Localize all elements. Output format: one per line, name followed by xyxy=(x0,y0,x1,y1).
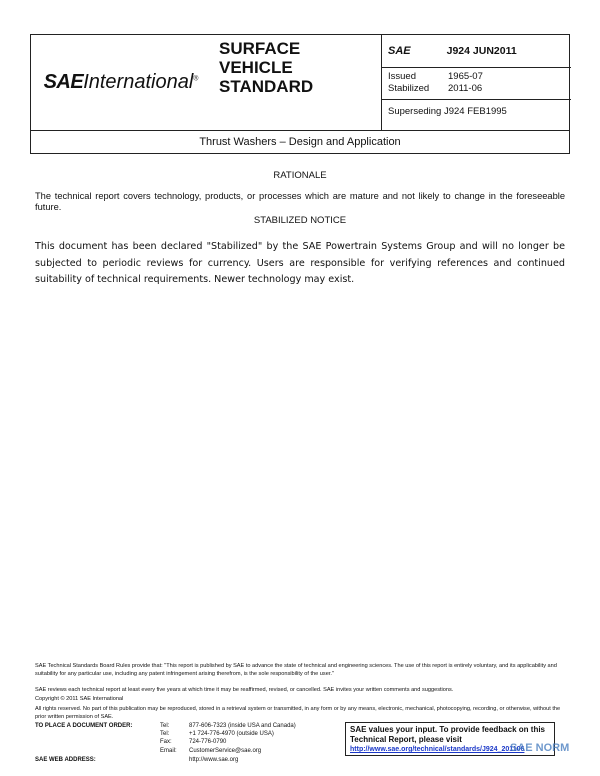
contact-key: Email: xyxy=(160,748,177,754)
copyright: Copyright © 2011 SAE International xyxy=(35,696,124,702)
web-label: SAE WEB ADDRESS: xyxy=(35,757,96,763)
document-info-box xyxy=(381,35,571,130)
stabilized-notice-heading: STABILIZED NOTICE xyxy=(253,215,347,226)
order-label: TO PLACE A DOCUMENT ORDER: xyxy=(35,723,133,729)
document-number: J924 JUN2011 xyxy=(446,45,517,57)
standard-type-title xyxy=(219,39,313,96)
stabilized-label: Stabilized xyxy=(388,83,430,94)
superseding-info: Superseding J924 FEB1995 xyxy=(388,106,507,117)
contact-value: 877-606-7323 (inside USA and Canada) xyxy=(189,723,296,729)
feedback-text: SAE values your input. To provide feedback on this Technical Report, please visit xyxy=(350,725,545,744)
sae-mini-logo: SAE xyxy=(388,45,411,57)
watermark-logo: SAE NORM xyxy=(510,742,570,754)
contact-value: +1 724-776-4970 (outside USA) xyxy=(189,731,274,737)
rationale-heading: RATIONALE xyxy=(273,170,327,181)
contact-key: Fax: xyxy=(160,739,172,745)
document-subject: Thrust Washers – Design and Application xyxy=(31,130,569,155)
contact-key: Tel: xyxy=(160,731,170,737)
title-line: STANDARD xyxy=(219,77,314,96)
rationale-text: The technical report covers technology, products, or processes which are mature and not likely to change in the foreseeable future. xyxy=(35,191,565,212)
sae-logo xyxy=(31,35,211,130)
contact-email[interactable]: CustomerService@sae.org xyxy=(189,748,262,754)
sae-web-link[interactable]: http://www.sae.org xyxy=(189,757,239,763)
contact-key: Tel: xyxy=(160,723,170,729)
rights-reserved: All rights reserved. No part of this publication may be reproduced, stored in a retrieval system or transmitted, in any form or by any means, electronic, mechanical, photocopying, recording, or otherwise, without the prior written permission of SAE. xyxy=(35,706,561,720)
logo-brand: SAE xyxy=(43,71,84,93)
policy-text-2: SAE reviews each technical report at least every five years at which time it may be reaffirmed, revised, or cancelled. SAE invites your written comments and suggestions. xyxy=(35,687,454,693)
policy-text-1: SAE Technical Standards Board Rules provide that: "This report is published by SAE to advance the state of technical and engineering sciences. The use of this report is entirely voluntary, and its applicability and suitability for any particular use, including any patent infringement arising therefrom, is the sole responsibility of the user." xyxy=(35,663,557,677)
logo-mark: ® xyxy=(193,75,199,83)
feedback-link[interactable]: http://www.sae.org/technical/standards/J924_201106 xyxy=(350,746,525,753)
contact-value: 724-776-0790 xyxy=(189,739,227,745)
title-line: SURFACE xyxy=(219,39,301,58)
issued-value: 1965-07 xyxy=(448,71,483,82)
document-header xyxy=(30,34,570,154)
stabilized-notice-text: This document has been declared "Stabilized" by the SAE Powertrain Systems Group and will no longer be subjected to periodic reviews for currency. Users are responsible for verifying references and continued suitability of technical requirements. Newer technology may exist. xyxy=(35,241,565,285)
stabilized-value: 2011-06 xyxy=(448,83,483,94)
title-line: VEHICLE xyxy=(219,58,293,77)
logo-word: International xyxy=(83,71,194,93)
issued-label: Issued xyxy=(388,71,416,82)
